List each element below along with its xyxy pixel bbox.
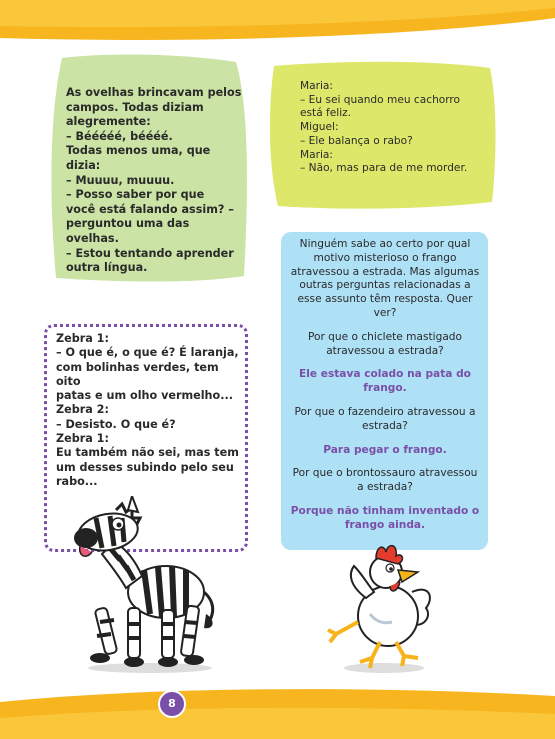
line: Miguel: (300, 121, 339, 134)
line: – Eu sei quando meu cachorro (300, 93, 461, 106)
line: – Ele balança o rabo? (300, 134, 413, 147)
line: Zebra 1: (56, 332, 109, 345)
line: – Posso saber por que (66, 188, 205, 202)
line: As ovelhas brincavam pelos (66, 86, 242, 99)
riddle-question: Por que o chiclete mastigado atravessou a estrada? (307, 330, 463, 357)
zebra-illustration (70, 496, 230, 674)
riddle-answer: Ele estava colado na pata do frango. (299, 368, 471, 395)
line: Maria: (300, 148, 333, 161)
riddle-question: Por que o brontossauro atravessou a estrada? (292, 467, 478, 494)
line: outra língua. (66, 261, 148, 275)
line: alegremente: (66, 115, 151, 129)
line: Eu também não sei, mas tem (56, 446, 239, 460)
riddles-intro: Ninguém sabe ao certo por qual motivo misterioso o frango atravessou a estrada. Mas algumas outras perguntas relacionadas a esse assunto têm resposta. Quer ver? (290, 238, 480, 319)
line: Zebra 1: (56, 432, 109, 446)
riddle-answer: Para pegar o frango. (323, 443, 447, 456)
line: – Bééééé, béééé. (66, 129, 173, 143)
page-number: 8 (158, 690, 186, 718)
line: Todas menos uma, que (66, 144, 211, 158)
line: com bolinhas verdes, tem oito (56, 360, 219, 388)
line: perguntou uma das ovelhas. (66, 217, 190, 245)
chicken-riddles-text (290, 238, 480, 543)
line: rabo... (56, 474, 98, 488)
line: um desses subindo pelo seu (56, 460, 234, 474)
line: – Muuuu, muuuu. (66, 173, 175, 187)
line: – O que é, o que é? É laranja, (56, 346, 239, 360)
riddle-answer: Porque não tinham inventado o frango ainda. (290, 504, 480, 531)
line: – Não, mas para de me morder. (300, 162, 468, 175)
dog-joke-text (300, 80, 490, 176)
sheep-joke-text (66, 86, 244, 276)
line: patas e um olho vermelho... (56, 389, 233, 403)
riddle-question: Por que o fazendeiro atravessou a estrada? (294, 405, 476, 432)
bottom-band (0, 674, 555, 739)
line: – Estou tentando aprender (66, 246, 234, 260)
line: você está falando assim? – (66, 202, 234, 216)
line: está feliz. (300, 107, 352, 120)
line: dizia: (66, 158, 101, 172)
rooster-illustration (326, 538, 436, 674)
top-band (0, 0, 555, 50)
zebra-joke-text (56, 332, 244, 489)
line: campos. Todas diziam (66, 100, 204, 114)
line: Zebra 2: (56, 403, 109, 417)
line: Maria: (300, 80, 333, 92)
line: – Desisto. O que é? (56, 417, 176, 431)
